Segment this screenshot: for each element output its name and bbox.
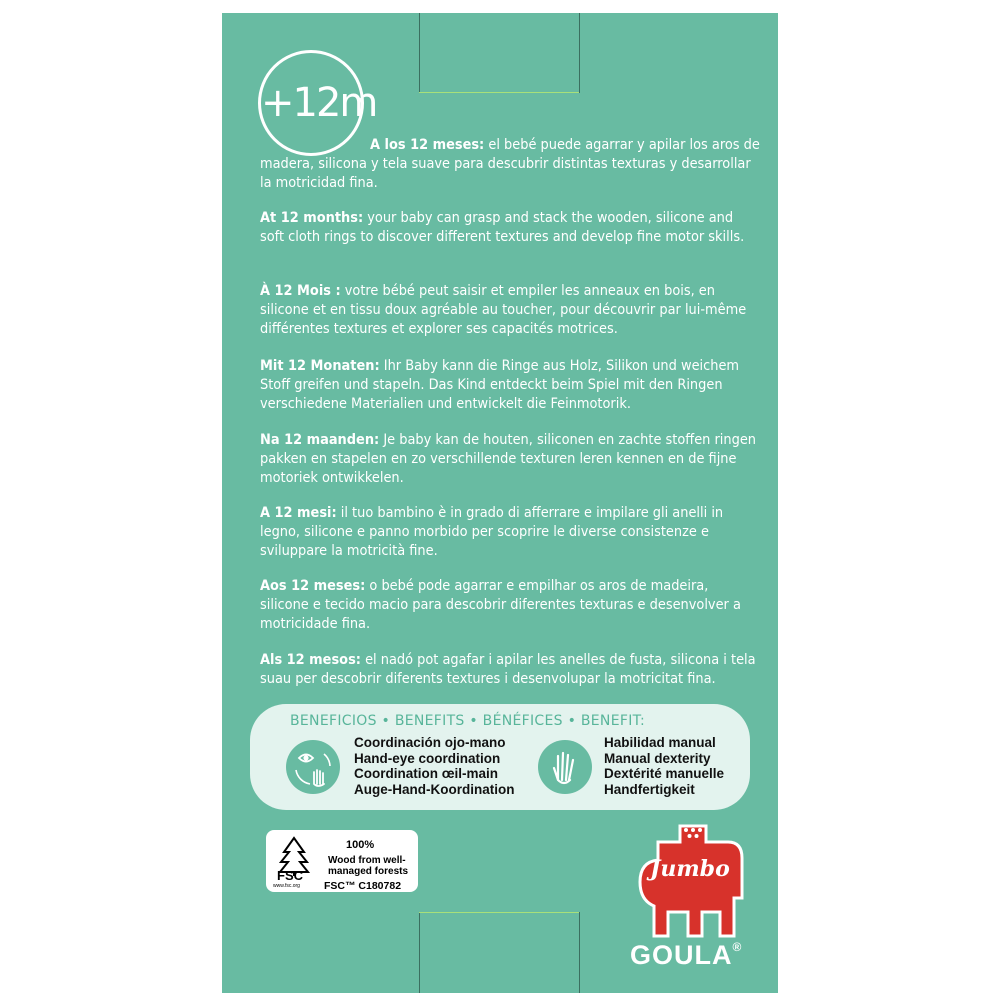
- description-en: At 12 months: your baby can grasp and stack the wooden, silicone and soft cloth rings to discover different textures and develop fine motor skills.: [260, 210, 745, 245]
- description-de: Mit 12 Monaten: Ihr Baby kann die Ringe aus Holz, Silikon und weichem Stoff greifen und stapeln. Das Kind entdeckt beim Spiel mit den Ringen verschiedene Materialien und entwickelt die Feinmotorik.: [260, 358, 740, 412]
- crop-mark-bottom-fold: [419, 912, 579, 913]
- description-it: A 12 mesi: il tuo bambino è in grado di afferrare e impilare gli anelli in legno, silicone e panno morbido per scoprire le diverse consistenze e sviluppare la motricità fine.: [260, 505, 724, 559]
- hand-icon: [538, 740, 592, 794]
- fsc-percent: 100%: [346, 839, 375, 851]
- goula-wordmark: GOULA®: [630, 940, 743, 970]
- benefits-title: BENEFICIOS • BENEFITS • BÉNÉFICES • BENEFIT:: [290, 713, 645, 729]
- fsc-line1: Wood from well-: [328, 855, 406, 866]
- eye-hand-icon: [286, 740, 340, 794]
- jumbo-wordmark: Jumbo: [650, 856, 730, 882]
- crop-mark-top-left: [419, 13, 420, 93]
- fsc-site: www.fsc.org: [273, 883, 300, 889]
- crop-mark-top-right: [579, 13, 580, 93]
- fsc-line2: managed forests: [328, 866, 409, 877]
- crop-mark-bottom-left: [419, 912, 420, 993]
- fsc-code: FSC™ C180782: [324, 880, 402, 892]
- age-badge: +12m: [258, 50, 364, 156]
- crop-mark-top-fold: [419, 92, 579, 93]
- benefit-dexterity-text: Habilidad manual Manual dexterity Dextérité manuelle Handfertigkeit: [604, 735, 725, 797]
- description-ca: Als 12 mesos: el nadó pot agafar i apilar les anelles de fusta, silicona i tela suau per descobrir diferents textures i desenvolupar la motricitat fina.: [260, 652, 756, 687]
- benefit-coordination-text: Coordinación ojo-mano Hand-eye coordination Coordination œil-main Auge-Hand-Koordination: [354, 735, 515, 797]
- fsc-logo-text: FSC: [277, 868, 303, 883]
- crop-mark-bottom-right: [579, 912, 580, 993]
- description-fr: À 12 Mois : votre bébé peut saisir et empiler les anneaux en bois, en silicone et en tissu doux agréable au toucher, pour découvrir par lui-même différentes textures et explorer ses capacités motrices.: [260, 283, 747, 337]
- description-es: A los 12 meses: el bebé puede agarrar y apilar los aros de madera, silicona y tela suave para descubrir distintas texturas y desarrollar la motricidad fina.: [260, 137, 760, 191]
- description-nl: Na 12 maanden: Je baby kan de houten, siliconen en zachte stoffen ringen pakken en stapelen en zo verschillende texturen leren kennen en de fijne motoriek ontwikkelen.: [260, 432, 757, 486]
- description-pt: Aos 12 meses: o bebé pode agarrar e empilhar os aros de madeira, silicone e tecido macio para descobrir diferentes texturas e desenvolver a motricidade fina.: [260, 578, 741, 632]
